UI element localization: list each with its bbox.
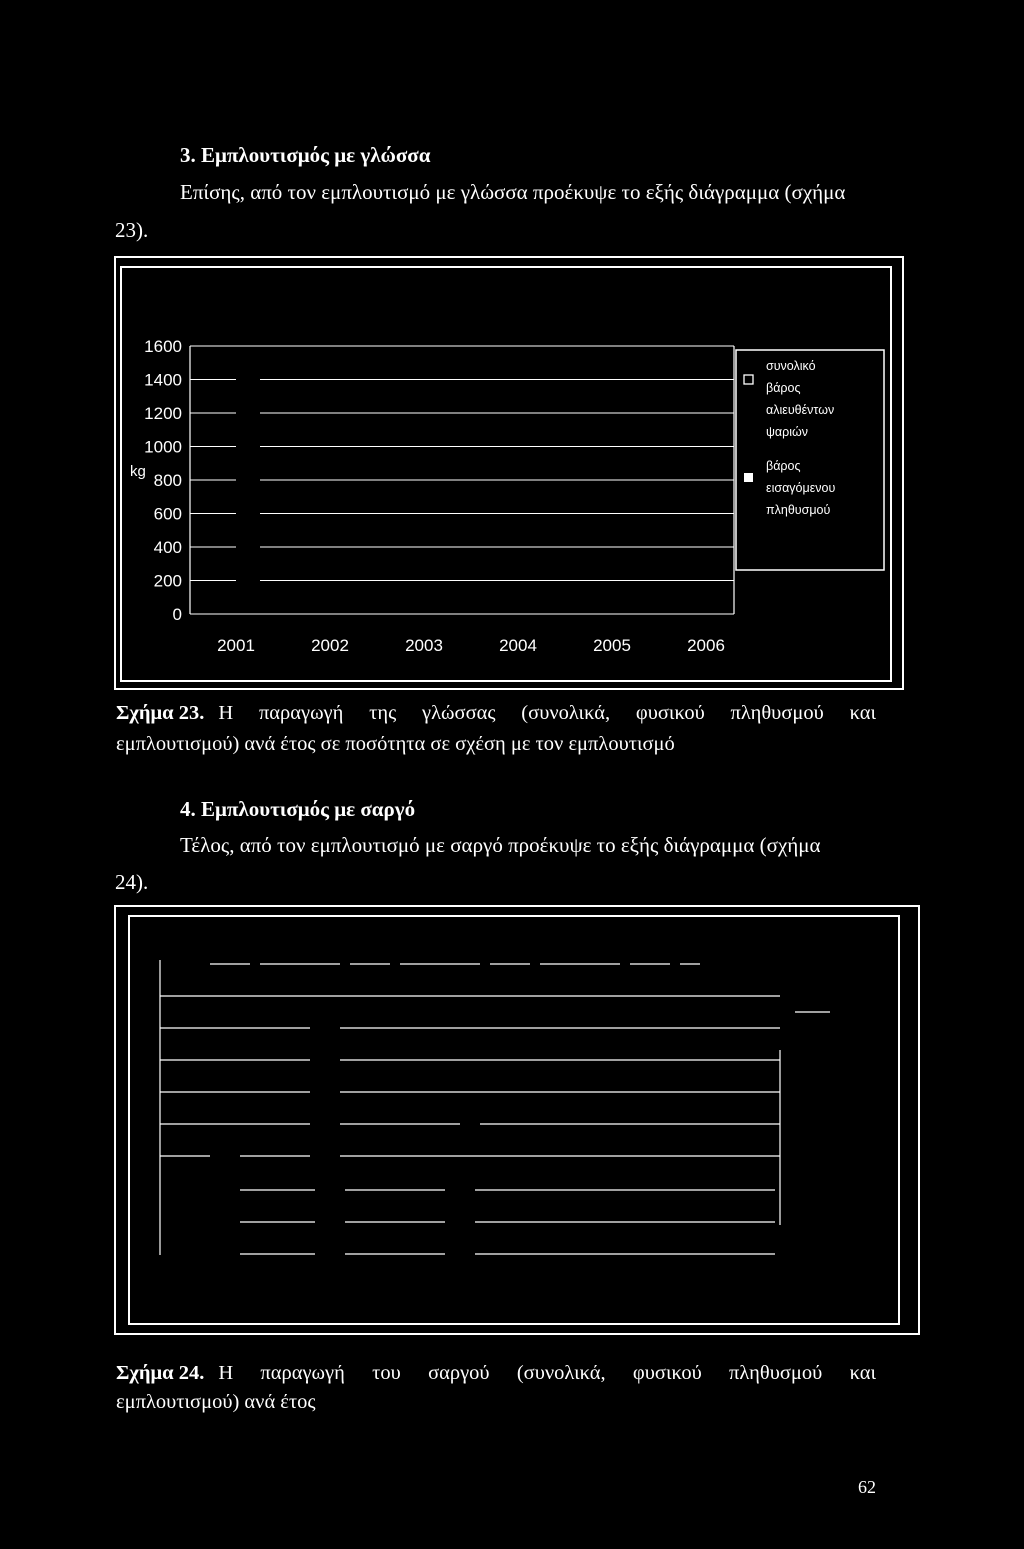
figure-23-caption-line-2: εμπλουτισμού) ανά έτος σε ποσότητα σε σχέση με τον εμπλουτισμό: [116, 733, 675, 755]
y-tick-label: 1000: [144, 437, 182, 457]
page-number: 62: [858, 1477, 876, 1497]
x-tick-label: 2003: [405, 636, 443, 655]
section-3-heading: 3. Εμπλουτισμός με γλώσσα: [180, 143, 431, 167]
legend-label: πληθυσμού: [766, 503, 831, 517]
y-tick-label: 600: [153, 504, 182, 524]
legend-label: συνολικό: [766, 359, 816, 373]
y-tick-labels: [144, 337, 182, 624]
figure-23-caption-label: Σχήμα 23.: [116, 702, 205, 724]
figure-24-caption-line-2: εμπλουτισμού) ανά έτος: [116, 1391, 316, 1413]
y-axis-label: kg: [130, 463, 146, 480]
section-3-paragraph-line-2: 23).: [115, 218, 149, 242]
x-tick-label: 2001: [217, 636, 255, 655]
y-tick-label: 1600: [144, 337, 182, 356]
x-tick-label: 2006: [687, 636, 725, 655]
figure-23-caption-text: Η παραγωγή της γλώσσας (συνολικά, φυσικού πληθυσμού και: [218, 702, 876, 724]
y-tick-label: 800: [153, 471, 182, 490]
legend-marker: [744, 473, 753, 482]
section-4-paragraph-line-2: 24).: [115, 870, 149, 894]
y-tick-label: 0: [172, 605, 182, 624]
legend-marker: [744, 375, 753, 384]
figure-24-chart: [0, 900, 1024, 1340]
y-tick-label: 400: [153, 538, 182, 557]
y-tick-label: 200: [153, 571, 182, 591]
y-gridlines: [190, 346, 734, 614]
y-tick-label: 1200: [144, 404, 182, 423]
figure-24-caption-label: Σχήμα 24.: [116, 1362, 205, 1384]
figure-23-chart: [0, 0, 1024, 700]
x-tick-label: 2002: [311, 636, 349, 655]
y-tick-label: 1400: [144, 370, 182, 390]
section-3-paragraph-line-1: Επίσης, από τον εμπλουτισμό με γλώσσα προέκυψε το εξής διάγραμμα (σχήμα: [180, 180, 846, 204]
x-tick-label: 2005: [593, 636, 631, 655]
section-4-paragraph-line-1: Τέλος, από τον εμπλουτισμό με σαργό προέκυψε το εξής διάγραμμα (σχήμα: [180, 833, 821, 857]
legend: [744, 359, 835, 517]
x-tick-labels: [217, 636, 725, 655]
figure-24-gridlines: [160, 960, 830, 1255]
legend-label: βάρος: [766, 459, 801, 473]
legend-label: ψαριών: [766, 425, 809, 439]
legend-label: βάρος: [766, 381, 801, 395]
legend-label: αλιευθέντων: [766, 403, 835, 417]
figure-23-caption-line-1: [116, 702, 876, 725]
figure-24-caption-text: Η παραγωγή του σαργού (συνολικά, φυσικού πληθυσμού και: [218, 1362, 876, 1384]
section-4-heading: 4. Εμπλουτισμός με σαργό: [180, 797, 416, 821]
figure-24-caption-line-1: [116, 1362, 876, 1385]
legend-label: εισαγόμενου: [766, 481, 836, 495]
legend-box: [736, 350, 884, 570]
x-tick-label: 2004: [499, 636, 537, 655]
